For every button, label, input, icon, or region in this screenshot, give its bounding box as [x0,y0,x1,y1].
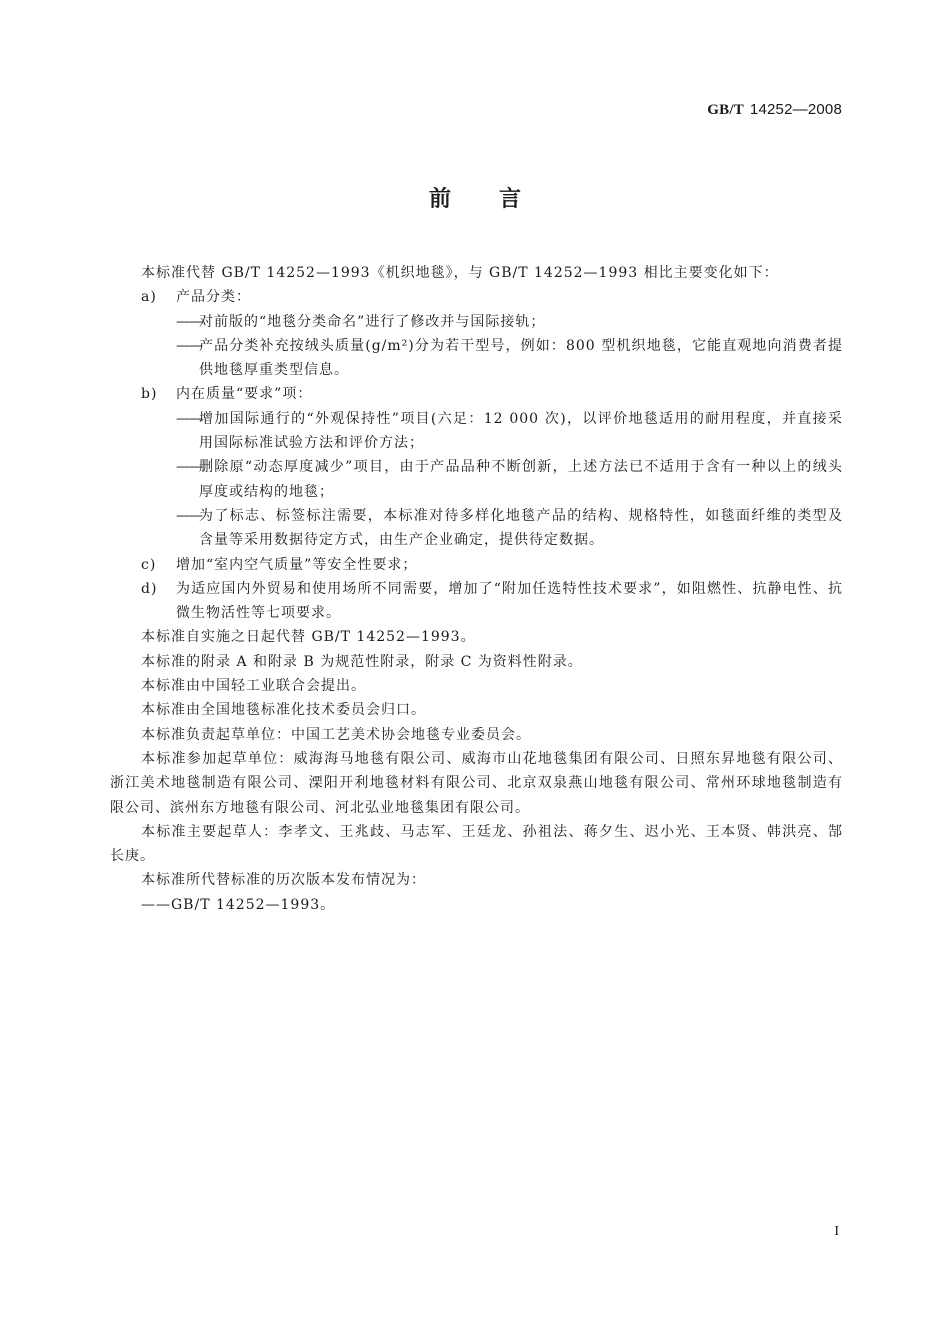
item-label: 增加“室内空气质量”等安全性要求； [176,556,418,573]
dash-marker: —— [176,313,202,330]
page-title [0,182,950,213]
item-marker: b) [141,386,158,403]
dash-item-text: 为了标志、标签标注需要，本标准对待多样化地毯产品的结构、规格特性，如毯面纤维的类型及含量等采用数据待定方式，由生产企业确定，提供待定数据。 [199,507,843,549]
paragraph-replaces: 本标准自实施之日起代替 GB/T 14252—1993。 [141,629,476,646]
standard-code-header [707,101,842,119]
standard-prefix: GB/T [707,102,744,118]
dash-marker: —— [176,507,202,524]
dash-marker: —— [176,337,202,354]
paragraph-main-drafters: 本标准主要起草人：李孝文、王兆歧、马志军、王廷龙、孙祖法、蒋夕生、迟小光、王本贤、韩洪亮、郜长庚。 [110,823,843,865]
paragraph-proposed-by: 本标准由中国轻工业联合会提出。 [141,678,366,695]
item-label: 为适应国内外贸易和使用场所不同需要，增加了“附加任选特性技术要求”，如阻燃性、抗静电性、抗微生物活性等七项要求。 [176,580,843,622]
paragraph-under-jurisdiction: 本标准由全国地毯标准化技术委员会归口。 [141,702,426,719]
change-item-a [110,285,843,382]
dash-marker: —— [176,410,202,427]
change-item-d [110,577,843,626]
item-label: 产品分类： [176,289,251,306]
dash-marker: —— [141,896,171,913]
item-marker: c) [141,556,157,573]
intro-paragraph: 本标准代替 GB/T 14252—1993《机织地毯》，与 GB/T 14252—1993 相比主要变化如下： [141,265,779,281]
dash-item-text: 删除原“动态厚度减少”项目，由于产品品种不断创新，上述方法已不适用于含有一种以上的绒头厚度或结构的地毯； [199,459,843,500]
dash-item-text: 产品分类补充按绒头质量(g/m²)分为若干型号，例如：800 型机织地毯，它能直观地向消费者提供地毯厚重类型信息。 [199,337,843,379]
item-marker: a) [141,289,157,306]
item-label: 内在质量“要求”项： [176,386,313,403]
foreword-body [110,261,843,917]
history-item-text: GB/T 14252—1993。 [171,896,336,913]
paragraph-responsible-drafter: 本标准负责起草单位：中国工艺美术协会地毯专业委员会。 [141,726,531,743]
paragraph-participating-drafters: 本标准参加起草单位：威海海马地毯有限公司、威海市山花地毯集团有限公司、日照东昇地毯有限公司、浙江美术地毯制造有限公司、溧阳开利地毯材料有限公司、北京双泉燕山地毯有限公司、常州环球地毯制造有限公司、滨州东方地毯有限公司、河北弘业地毯集团有限公司。 [110,750,843,816]
title-char-2: 言 [499,187,522,212]
dash-marker: —— [176,459,202,476]
title-char-1: 前 [428,187,451,212]
change-item-c [110,553,843,577]
page-number: I [834,1224,839,1239]
dash-item-text: 增加国际通行的“外观保持性”项目(六足：12 000 次)，以评价地毯适用的耐用程度，并直接采用国际标准试验方法和评价方法； [199,410,843,452]
standard-number: 14252—2008 [749,101,842,118]
dash-item-text: 对前版的“地毯分类命名”进行了修改并与国际接轨； [199,313,546,330]
paragraph-annexes: 本标准的附录 A 和附录 B 为规范性附录，附录 C 为资料性附录。 [141,653,583,670]
paragraph-history-intro: 本标准所代替标准的历次版本发布情况为： [141,872,426,889]
history-item [110,893,843,917]
item-marker: d) [141,580,158,597]
change-item-b [110,382,843,552]
